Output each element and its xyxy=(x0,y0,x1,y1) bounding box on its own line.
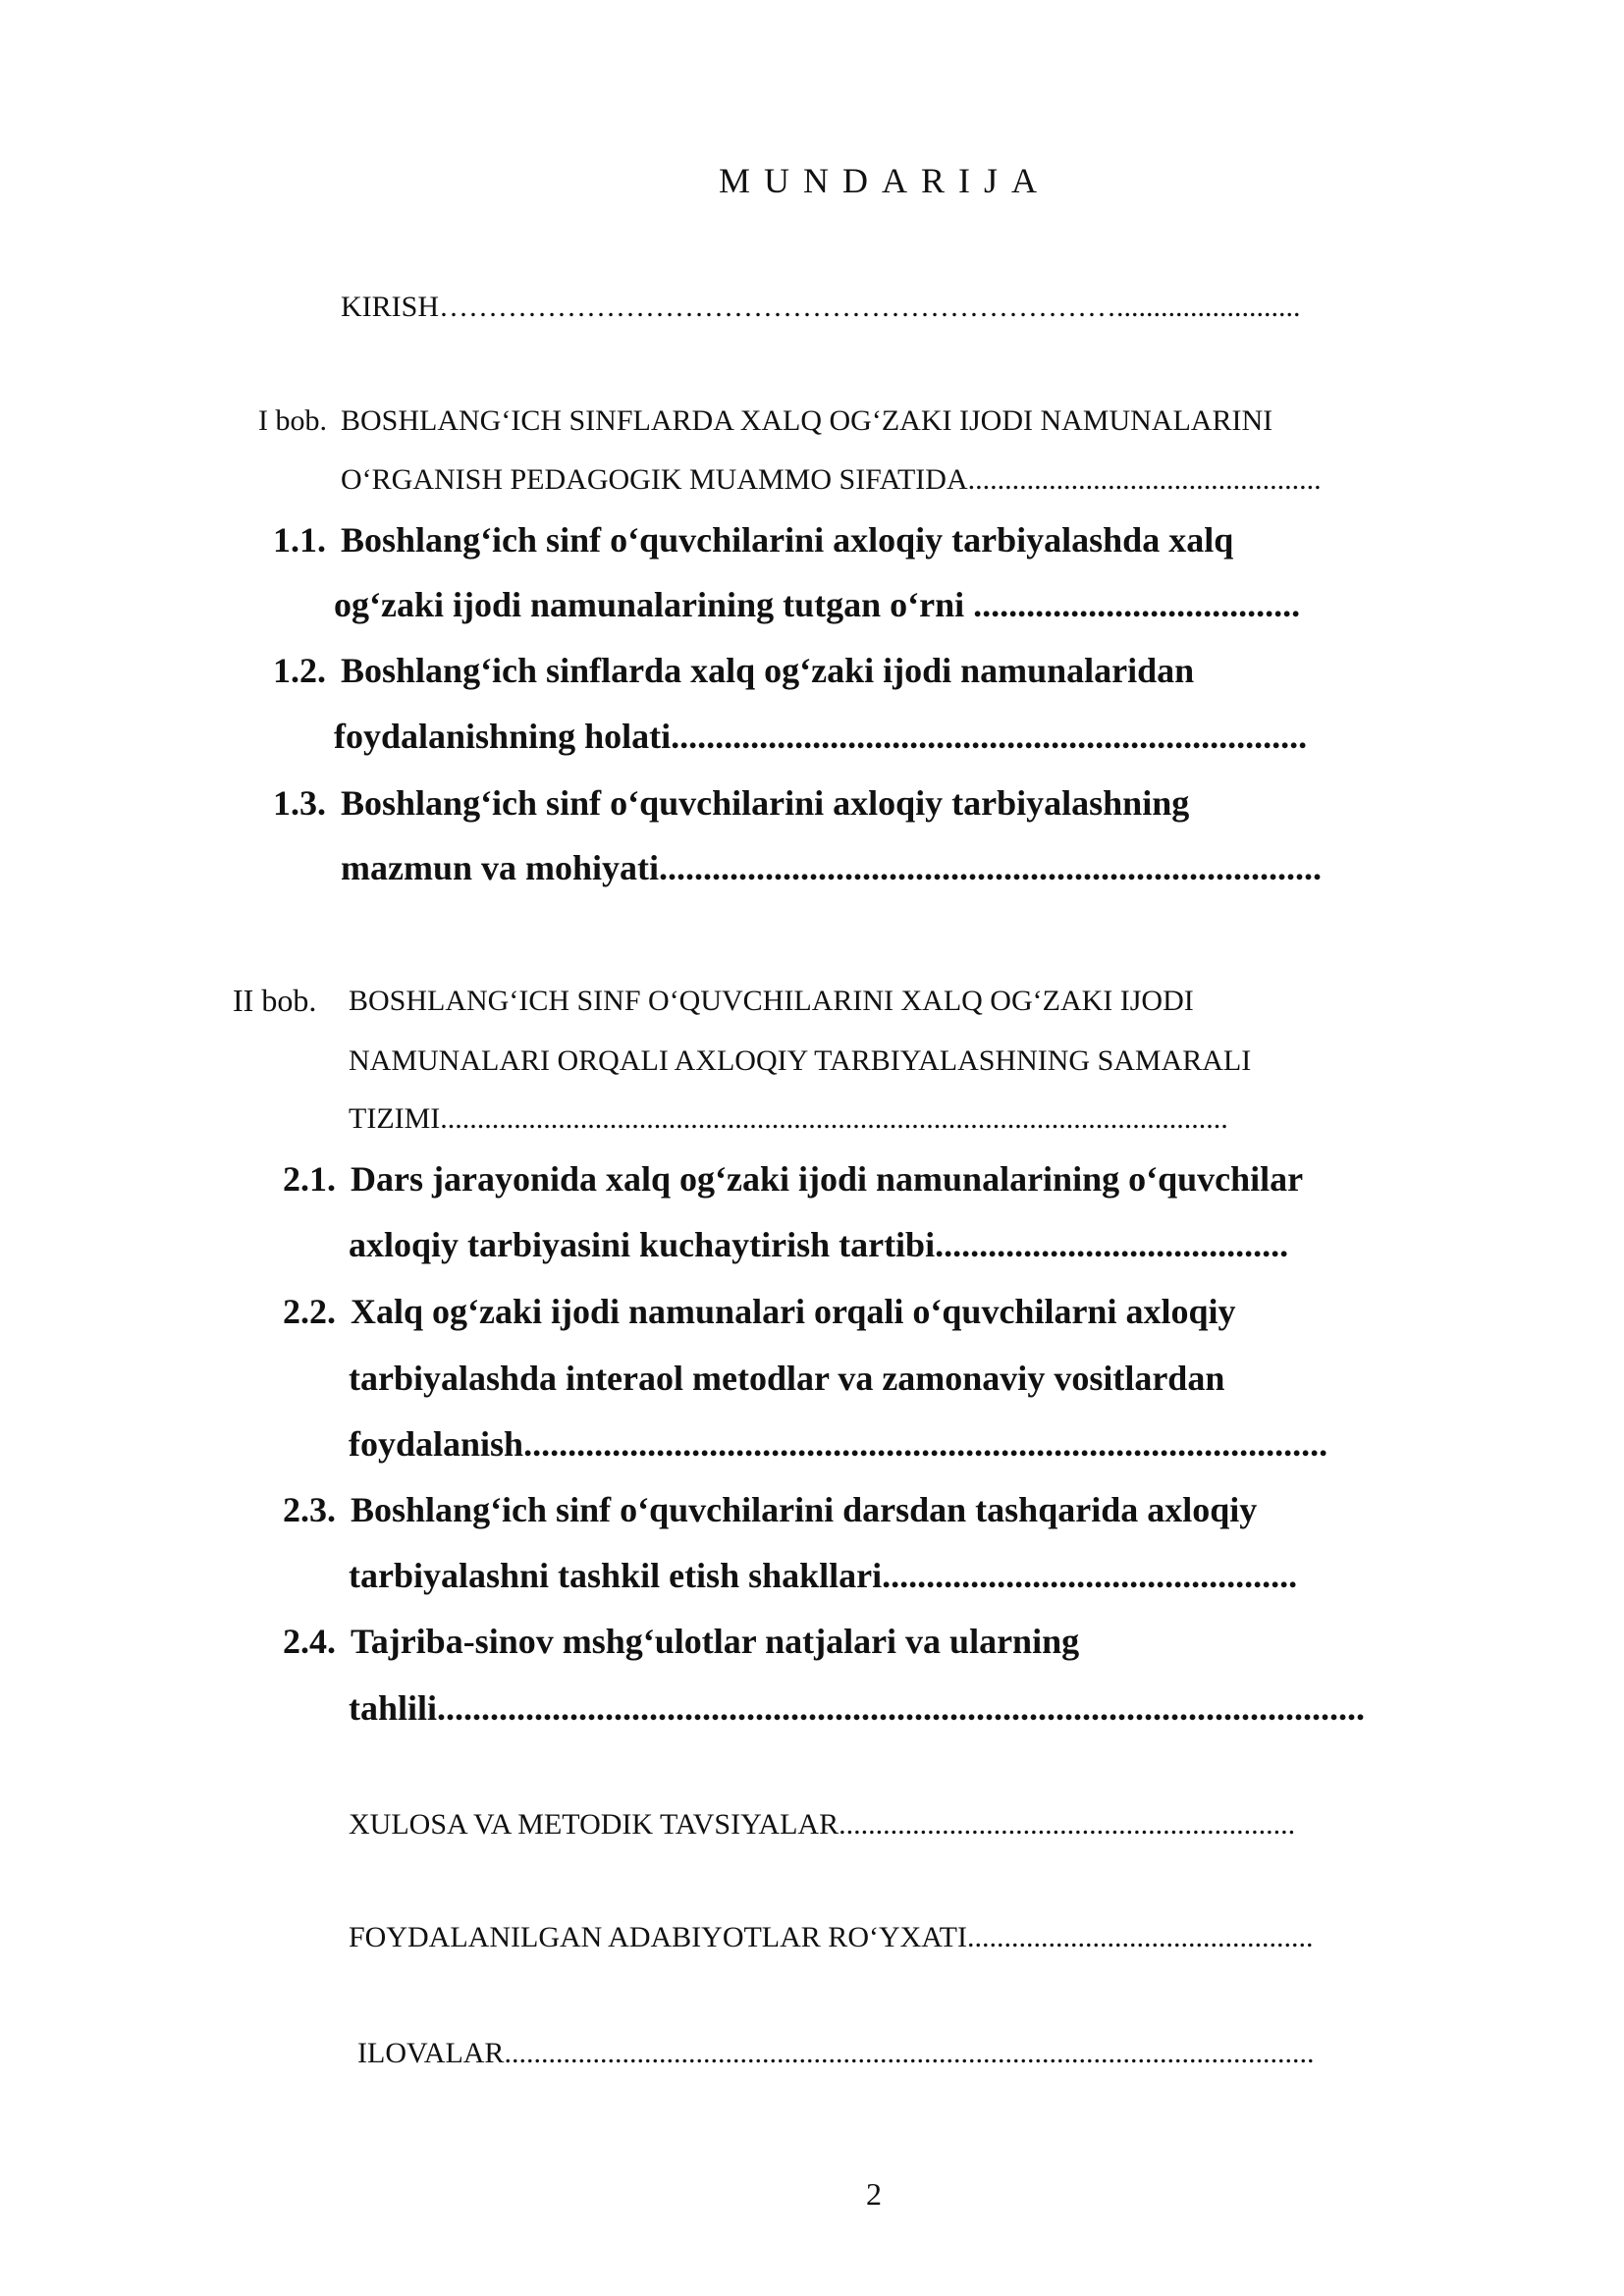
chapter-2-title-line2: NAMUNALARI ORQALI AXLOQIY TARBIYALASHNING SAMARALI xyxy=(349,1044,1252,1077)
section-2-2-line2: tarbiyalashda interaol metodlar va zamonaviy vositlardan xyxy=(349,1359,1225,1398)
chapter-1-title-line2: O‘RGANISH PEDAGOGIK MUAMMO SIFATIDA................................................ xyxy=(341,463,1322,496)
toc-intro: KIRISH……………………………………………………………......................... xyxy=(341,291,1301,323)
toc-references: FOYDALANILGAN ADABIYOTLAR RO‘YXATI............................................... xyxy=(349,1921,1314,1953)
section-1-3-line1: Boshlang‘ich sinf o‘quvchilarini axloqiy tarbiyalashning xyxy=(341,783,1190,823)
section-2-3-line1: Boshlang‘ich sinf o‘quvchilarini darsdan tashqarida axloqiy xyxy=(351,1490,1258,1529)
section-2-1-number: 2.1. xyxy=(283,1159,336,1199)
section-2-2-number: 2.2. xyxy=(283,1292,336,1331)
chapter-1-title-line1: BOSHLANG‘ICH SINFLARDA XALQ OG‘ZAKI IJODI NAMUNALARINI xyxy=(341,404,1273,437)
section-2-2-line1: Xalq og‘zaki ijodi namunalari orqali o‘quvchilarni axloqiy xyxy=(351,1292,1236,1331)
section-2-1-line2: axloqiy tarbiyasini kuchaytirish tartibi........................................ xyxy=(349,1225,1289,1264)
section-1-2-line2: foydalanishning holati........................................................................ xyxy=(334,717,1308,756)
section-2-3-line2: tarbiyalashni tashkil etish shakllari............................................... xyxy=(349,1556,1298,1595)
section-2-2-line3: foydalanish........................................................................................... xyxy=(349,1424,1328,1464)
toc-appendix: ILOVALAR.............................................................................................................. xyxy=(357,2037,1315,2069)
page-number: 2 xyxy=(866,2176,882,2212)
chapter-2-title-line3: TIZIMI........................................................................................................... xyxy=(349,1102,1228,1135)
section-1-2-number: 1.2. xyxy=(273,651,326,690)
chapter-2-title-line1: BOSHLANG‘ICH SINF O‘QUVCHILARINI XALQ OG‘ZAKI IJODI xyxy=(349,985,1194,1017)
section-1-3-number: 1.3. xyxy=(273,783,326,823)
section-1-2-line1: Boshlang‘ich sinflarda xalq og‘zaki ijodi namunalaridan xyxy=(341,651,1195,690)
section-1-3-line2: mazmun va mohiyati........................................................................... xyxy=(341,848,1322,887)
section-1-1-number: 1.1. xyxy=(273,520,326,560)
section-2-4-line2: tahlili......................................................................................................... xyxy=(349,1688,1366,1728)
toc-conclusion: XULOSA VA METODIK TAVSIYALAR.............................................................. xyxy=(349,1808,1296,1841)
chapter-1-label: I bob. xyxy=(258,404,327,437)
page-title: MUNDARIJA xyxy=(719,161,1052,200)
section-2-4-line1: Tajriba-sinov mshg‘ulotlar natjalari va ularning xyxy=(351,1622,1080,1661)
section-2-3-number: 2.3. xyxy=(283,1490,336,1529)
section-1-1-line2: og‘zaki ijodi namunalarining tutgan o‘rni ..................................... xyxy=(334,585,1301,624)
section-2-4-number: 2.4. xyxy=(283,1622,336,1661)
section-2-1-line1: Dars jarayonida xalq og‘zaki ijodi namunalarining o‘quvchilar xyxy=(351,1159,1304,1199)
section-1-1-line1: Boshlang‘ich sinf o‘quvchilarini axloqiy tarbiyalashda xalq xyxy=(341,520,1234,560)
chapter-2-label: II bob. xyxy=(233,983,317,1018)
